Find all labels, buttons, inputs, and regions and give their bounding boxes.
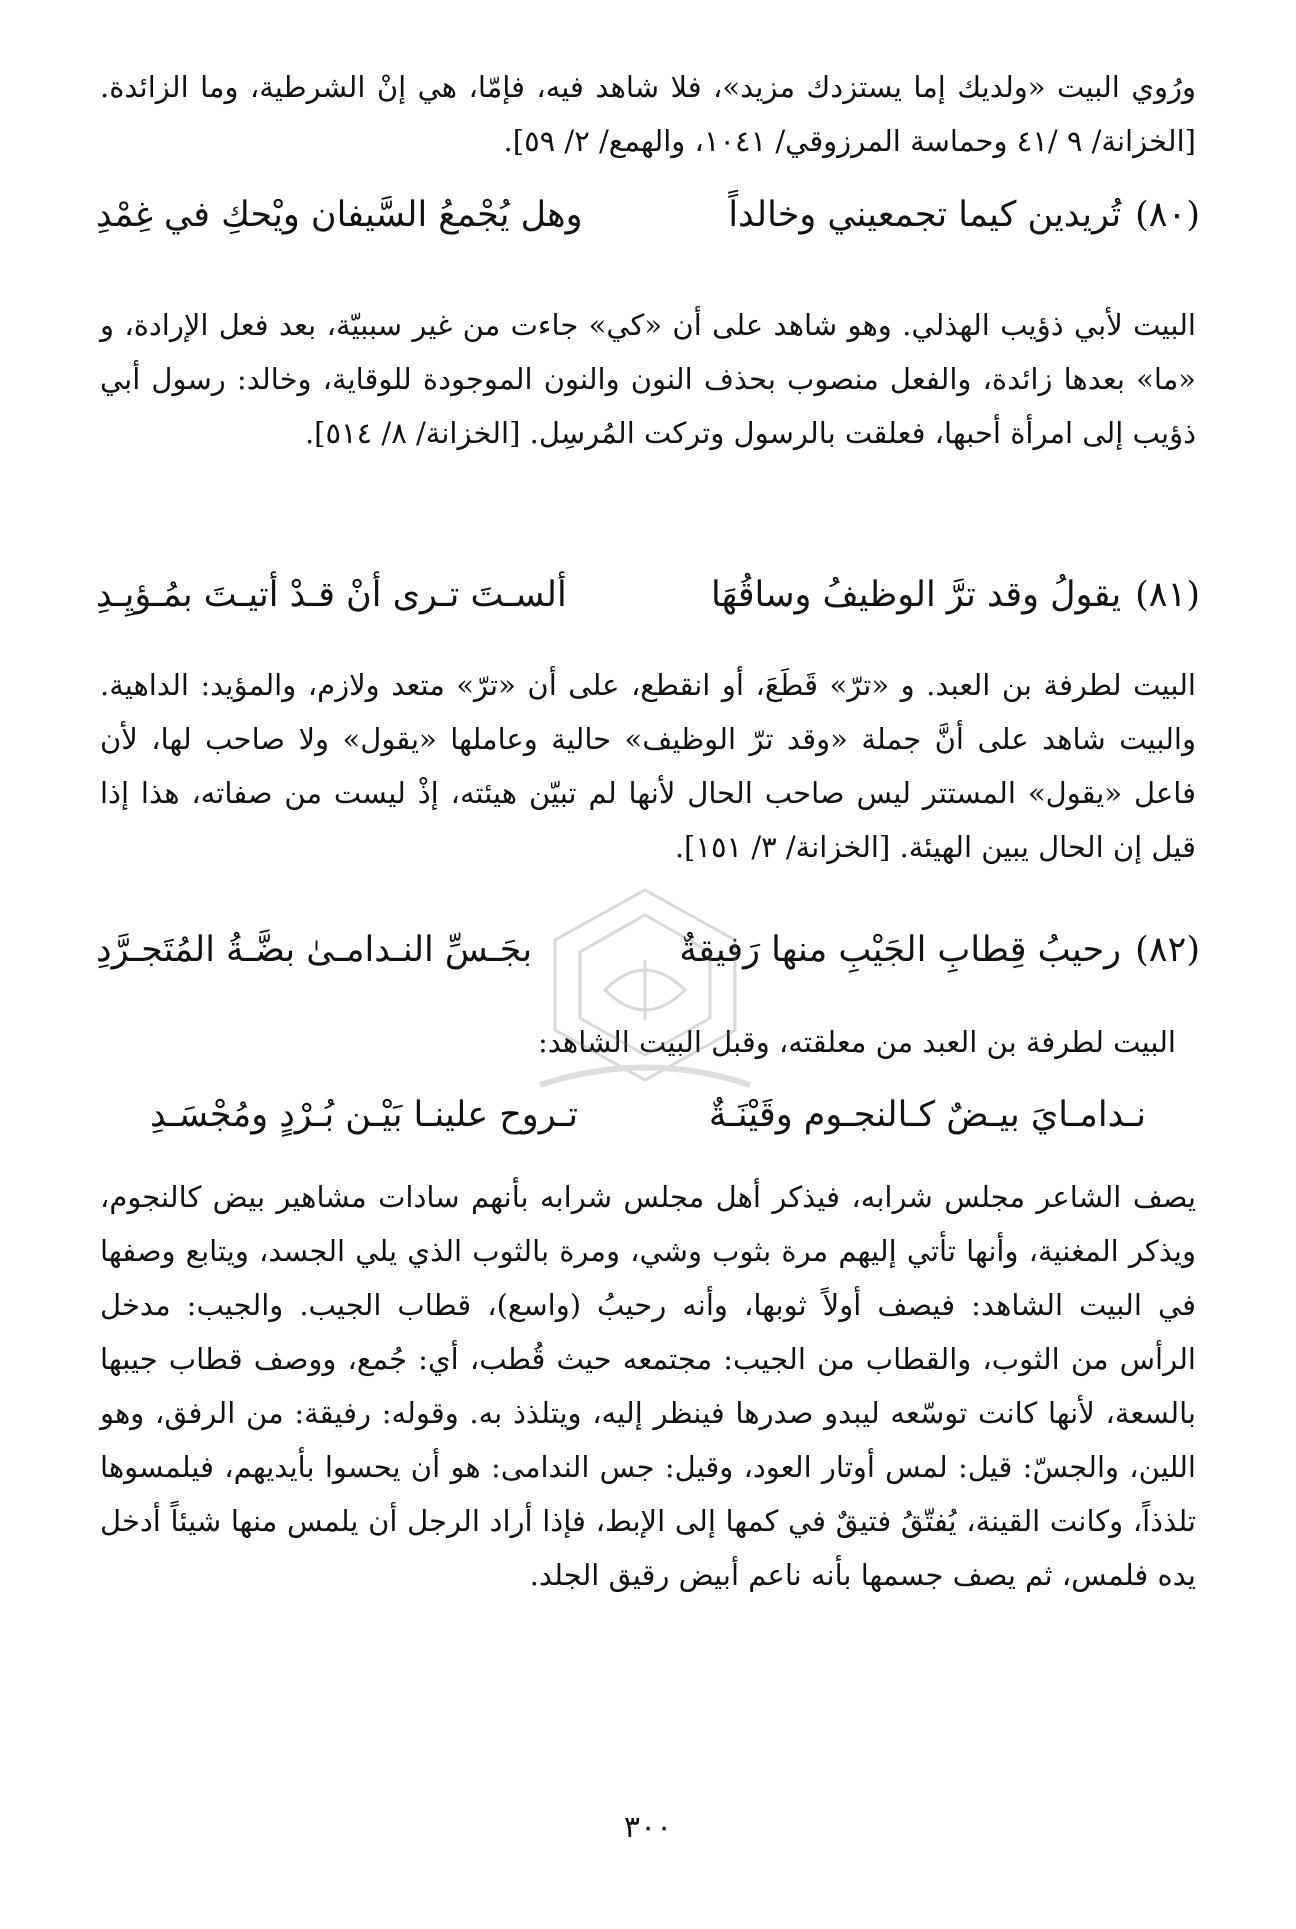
verse-80-first-hemistich: تُريدين كيما تجمعيني وخالداً bbox=[728, 195, 1122, 235]
verse-81-first-group bbox=[711, 575, 1200, 615]
paragraph-text: البيت لطرفة بن العبد من معلقته، وقبل البيت الشاهد: bbox=[537, 1025, 1176, 1059]
verse-80-first-group bbox=[728, 195, 1200, 235]
paragraph-text: يصف الشاعر مجلس شرابه، فيذكر أهل مجلس شرابه بأنهم سادات مشاهير بيض كالنجوم، ويذكر المغنية، وأنها تأتي إليهم مرة بثوب وشي، ومرة بالثوب الذي يلي الجسد، ويتابع وصفها في البيت الشاهد: فيصف أولاً ثوبها، وأنه رحيبُ (واسع)، قطاب الجيب. والجيب: مدخل الرأس من الثوب، والقطاب من الجيب: مجتمعه حيث قُطب، أي: جُمع، ووصف قطاب جيبها بالسعة، لأنها كانت توسّعه ليبدو صدرها فينظر إليه، ويتلذذ به. وقوله: رفيقة: من الرفق، وهو اللين، والجسّ: قيل: لمس أوتار العود، وقيل: جس الندامى: هو أن يحسوا بأيديهم، فيلمسوها تلذذاً، وكانت القينة، يُفتّقُ فتيقٌ في كمها إلى الإبط، فإذا أراد الرجل أن يلمس منها شيئاً أدخل يده فلمس، ثم يصف جسمها بأنه ناعم أبيض رقيق الجلد. bbox=[100, 1180, 1196, 1592]
verse-81-first-hemistich: يقولُ وقد ترَّ الوظيفُ وساقُهَا bbox=[711, 575, 1122, 615]
verse-82-second-hemistich: بجَـسِّ النـدامـىٰ بضَّـةُ المُتَجـرَّدِ bbox=[96, 930, 533, 970]
verse-82 bbox=[96, 920, 1200, 980]
verse-preceding-first-hemistich: نـدامـايَ بيـضٌ كـالنجـوم وقَيْنَـةٌ bbox=[708, 1095, 1146, 1135]
paragraph-verse-82-intro bbox=[120, 1015, 1176, 1069]
verse-81 bbox=[96, 565, 1200, 625]
paragraph-text: ورُوي البيت «ولديك إما يستزدك مزيد»، فلا شاهد فيه، فإمّا، هي إنْ الشرطية، وما الزائدة. [الخزانة/ ٩ /٤١ وحماسة المرزوقي/ ١٠٤١، والهمع/ ٢/ ٥٩]. bbox=[100, 70, 1196, 158]
verse-81-number: (٨١) bbox=[1135, 575, 1200, 615]
paragraph-text: البيت لطرفة بن العبد. و «ترّ» قَطَعَ، أو انقطع، على أن «ترّ» متعد ولازم، والمؤيد: الداهية. والبيت شاهد على أنَّ جملة «وقد ترّ الوظيف» حالية وعاملها «يقول» ولا صاحب لها، لأن فاعل «يقول» المستتر ليس صاحب الحال لأنها لم تبيّن هيئته، إذْ ليست من صفاته، هذا إذا قيل إن الحال يبين الهيئة. [الخزانة/ ٣/ ١٥١]. bbox=[100, 668, 1196, 864]
paragraph-verse-80-commentary bbox=[100, 298, 1196, 460]
verse-80 bbox=[96, 185, 1200, 245]
paragraph-text: البيت لأبي ذؤيب الهذلي. وهو شاهد على أن «كي» جاءت من غير سببيّة، بعد فعل الإرادة، و «ما» بعدها زائدة، والفعل منصوب بحذف النون والنون الموجودة للوقاية، وخالد: رسول أبي ذؤيب إلى امرأة أحبها، فعلقت بالرسول وتركت المُرسِل. [الخزانة/ ٨/ ٥١٤]. bbox=[100, 308, 1196, 450]
verse-82-first-hemistich: رحيبُ قِطابِ الجَيْبِ منها رَفيقةٌ bbox=[679, 930, 1122, 970]
verse-80-second-hemistich: وهل يُجْمعُ السَّيفان ويْحكِ في غِمْدِ bbox=[96, 195, 583, 235]
paragraph-verse-81-commentary bbox=[100, 658, 1196, 874]
verse-82-first-group bbox=[679, 930, 1200, 970]
verse-80-number: (٨٠) bbox=[1135, 195, 1200, 235]
verse-preceding-second-hemistich: تـروح علينـا بَيْـن بُـرْدٍ ومُجْسَـدِ bbox=[150, 1095, 578, 1135]
verse-82-number: (٨٢) bbox=[1135, 930, 1200, 970]
verse-preceding bbox=[150, 1085, 1146, 1145]
page-number: ٣٠٠ bbox=[623, 1810, 673, 1845]
paragraph-verse-82-commentary bbox=[100, 1170, 1196, 1602]
paragraph-intro bbox=[100, 60, 1196, 168]
verse-81-second-hemistich: ألسـتَ تـرى أنْ قـدْ أتيـتَ بمُـؤيِـدِ bbox=[96, 575, 567, 615]
